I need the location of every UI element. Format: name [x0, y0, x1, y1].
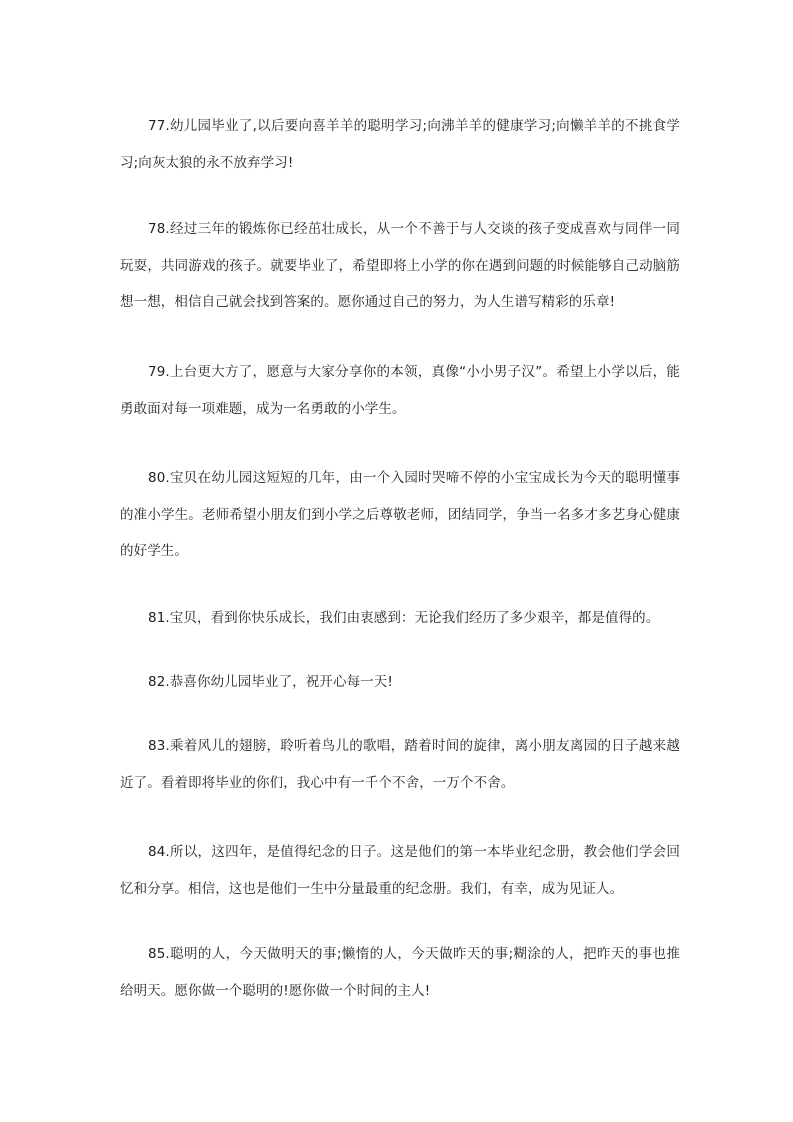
paragraph-80: 80.宝贝在幼儿园这短短的几年，由一个入园时哭啼不停的小宝宝成长为今天的聪明懂事的准小学生。老师希望小朋友们到小学之后尊敬老师，团结同学，争当一名多才多艺身心健康的好学生。: [120, 470, 680, 559]
paragraph-84: 84.所以，这四年，是值得纪念的日子。这是他们的第一本毕业纪念册，教会他们学会回忆和分享。相信，这也是他们一生中分量最重的纪念册。我们，有幸，成为见证人。: [120, 844, 680, 897]
paragraph-82: 82.恭喜你幼儿园毕业了，祝开心每一天!: [148, 674, 393, 690]
paragraph-78: 78.经过三年的锻炼你已经茁壮成长，从一个不善于与人交谈的孩子变成喜欢与同伴一同玩耍，共同游戏的孩子。就要毕业了，希望即将上小学的你在遇到问题的时候能够自己动脑筋想一想，相信自己就会找到答案的。愿你通过自己的努力，为人生谱写精彩的乐章!: [120, 221, 680, 310]
paragraph-77: 77.幼儿园毕业了,以后要向喜羊羊的聪明学习;向沸羊羊的健康学习;向懒羊羊的不挑食学习;向灰太狼的永不放弃学习!: [120, 118, 680, 171]
paragraph-81: 81.宝贝，看到你快乐成长，我们由衷感到：无论我们经历了多少艰辛，都是值得的。: [148, 610, 660, 626]
paragraph-85: 85.聪明的人，今天做明天的事;懒惰的人，今天做昨天的事;糊涂的人，把昨天的事也推给明天。愿你做一个聪明的!愿你做一个时间的主人!: [120, 946, 680, 999]
paragraph-83: 83.乘着风儿的翅膀，聆听着鸟儿的歌唱，踏着时间的旋律，离小朋友离园的日子越来越近了。看着即将毕业的你们，我心中有一千个不舍，一万个不舍。: [120, 738, 680, 791]
paragraph-79: 79.上台更大方了，愿意与大家分享你的本领，真像“小小男子汉”。希望上小学以后，能勇敢面对每一项难题，成为一名勇敢的小学生。: [120, 364, 680, 417]
